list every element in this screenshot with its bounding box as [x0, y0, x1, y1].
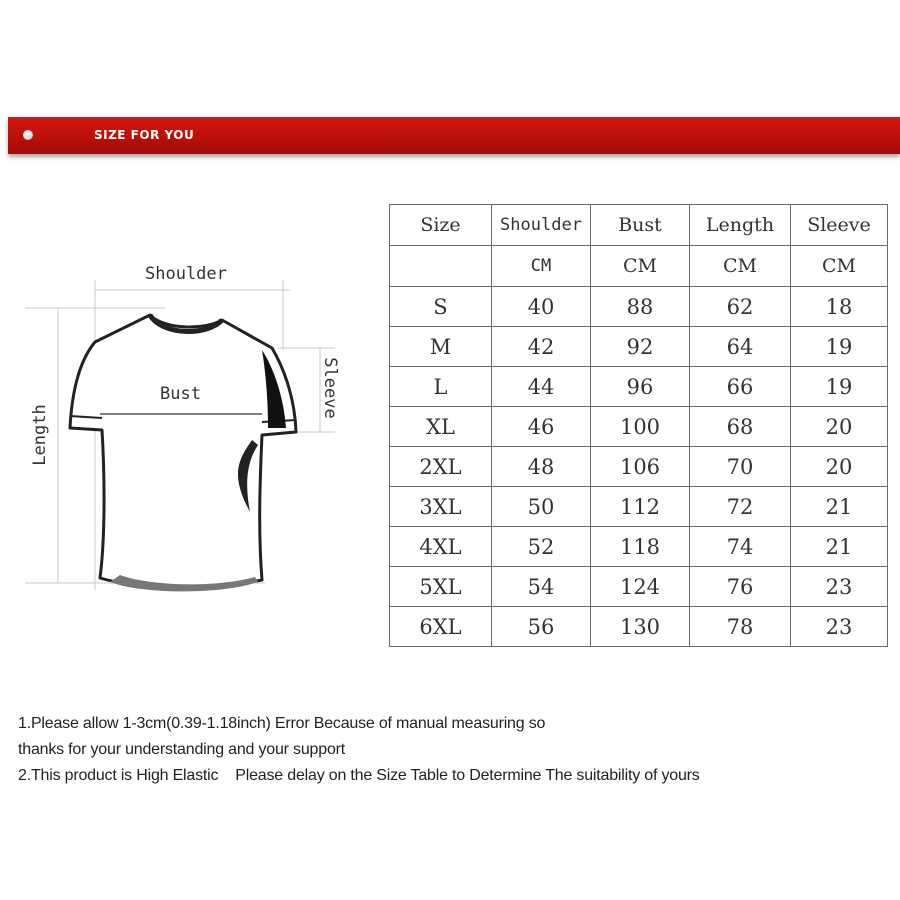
- value-cell: 20: [791, 447, 888, 487]
- header-bust: Bust: [591, 205, 690, 246]
- bust-label: Bust: [160, 384, 201, 404]
- value-cell: 64: [690, 327, 791, 367]
- size-cell: 3XL: [390, 487, 492, 527]
- value-cell: 19: [791, 327, 888, 367]
- value-cell: 96: [591, 367, 690, 407]
- size-cell: 5XL: [390, 567, 492, 607]
- value-cell: 74: [690, 527, 791, 567]
- value-cell: 40: [492, 287, 591, 327]
- table-row: [390, 527, 888, 567]
- unit-cell: [390, 246, 492, 287]
- unit-cell: CM: [791, 246, 888, 287]
- value-cell: 124: [591, 567, 690, 607]
- header-sleeve: Sleeve: [791, 205, 888, 246]
- value-cell: 54: [492, 567, 591, 607]
- value-cell: 23: [791, 607, 888, 647]
- size-cell: 6XL: [390, 607, 492, 647]
- value-cell: 62: [690, 287, 791, 327]
- value-cell: 52: [492, 527, 591, 567]
- value-cell: 68: [690, 407, 791, 447]
- value-cell: 20: [791, 407, 888, 447]
- size-table: [389, 204, 888, 647]
- header-length: Length: [690, 205, 791, 246]
- value-cell: 66: [690, 367, 791, 407]
- value-cell: 106: [591, 447, 690, 487]
- value-cell: 23: [791, 567, 888, 607]
- size-cell: XL: [390, 407, 492, 447]
- size-cell: M: [390, 327, 492, 367]
- table-row: [390, 567, 888, 607]
- note-line-3: 2.This product is High Elastic Please delay on the Size Table to Determine The suitability of yours: [18, 767, 700, 784]
- length-label: Length: [30, 404, 50, 466]
- value-cell: 112: [591, 487, 690, 527]
- value-cell: 72: [690, 487, 791, 527]
- sleeve-label: Sleeve: [320, 357, 340, 419]
- table-row: [390, 287, 888, 327]
- value-cell: 44: [492, 367, 591, 407]
- value-cell: 46: [492, 407, 591, 447]
- table-row: [390, 447, 888, 487]
- value-cell: 130: [591, 607, 690, 647]
- table-units-row: [390, 246, 888, 287]
- tshirt-measurement-diagram: [0, 250, 350, 610]
- value-cell: 92: [591, 327, 690, 367]
- note-line-2: thanks for your understanding and your support: [18, 741, 346, 758]
- value-cell: 50: [492, 487, 591, 527]
- unit-cell: CM: [492, 246, 591, 287]
- value-cell: 118: [591, 527, 690, 567]
- value-cell: 78: [690, 607, 791, 647]
- unit-cell: CM: [690, 246, 791, 287]
- table-row: [390, 367, 888, 407]
- size-cell: 2XL: [390, 447, 492, 487]
- table-row: [390, 487, 888, 527]
- value-cell: 56: [492, 607, 591, 647]
- value-cell: 21: [791, 487, 888, 527]
- header-size: Size: [390, 205, 492, 246]
- size-cell: S: [390, 287, 492, 327]
- value-cell: 48: [492, 447, 591, 487]
- notes-block: [18, 711, 700, 789]
- header-shoulder: Shoulder: [492, 205, 591, 246]
- size-cell: 4XL: [390, 527, 492, 567]
- value-cell: 19: [791, 367, 888, 407]
- tshirt-outline-icon: [0, 250, 350, 610]
- value-cell: 21: [791, 527, 888, 567]
- table-row: [390, 327, 888, 367]
- bullet-dot-icon: [23, 130, 33, 140]
- value-cell: 18: [791, 287, 888, 327]
- value-cell: 100: [591, 407, 690, 447]
- value-cell: 76: [690, 567, 791, 607]
- table-header-row: [390, 205, 888, 246]
- banner-title: SIZE FOR YOU: [94, 128, 195, 142]
- table-row: [390, 607, 888, 647]
- note-line-1: 1.Please allow 1-3cm(0.39-1.18inch) Error Because of manual measuring so: [18, 715, 546, 732]
- value-cell: 70: [690, 447, 791, 487]
- unit-cell: CM: [591, 246, 690, 287]
- table-row: [390, 407, 888, 447]
- value-cell: 42: [492, 327, 591, 367]
- size-banner: [8, 117, 900, 154]
- size-cell: L: [390, 367, 492, 407]
- shoulder-label: Shoulder: [145, 264, 227, 284]
- value-cell: 88: [591, 287, 690, 327]
